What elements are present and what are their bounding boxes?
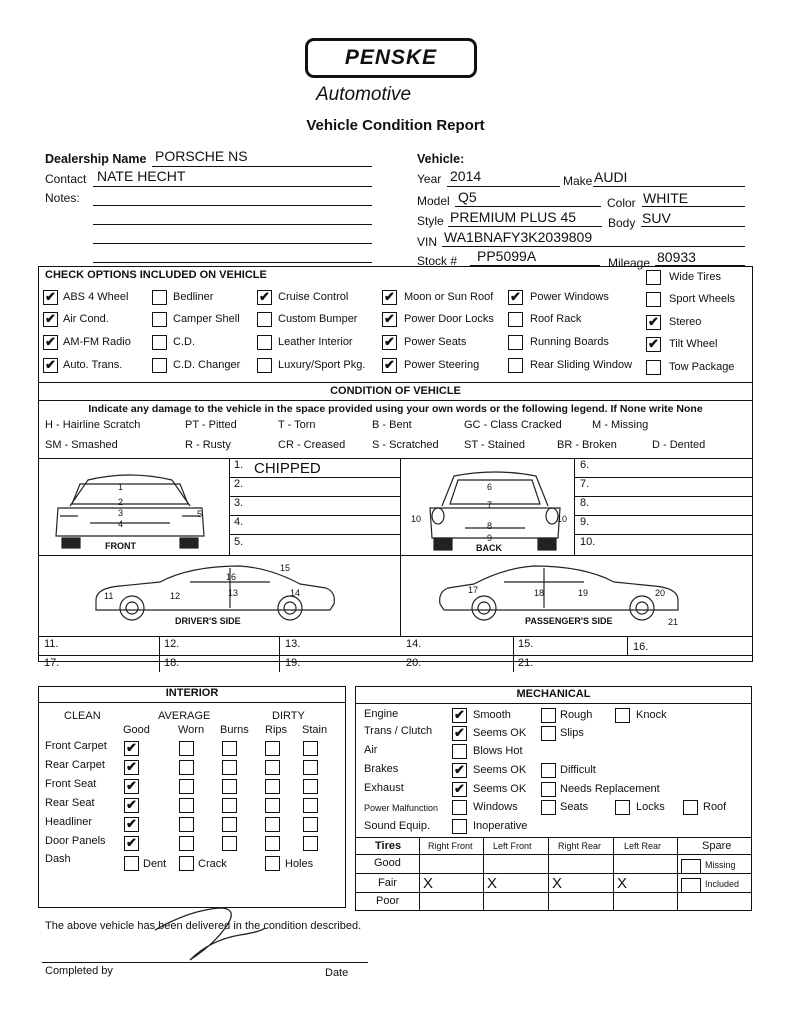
option-label: Bedliner <box>173 291 214 303</box>
sub-rips: Rips <box>265 724 288 736</box>
passenger-marker-18: 18 <box>534 588 545 598</box>
style-label: Style <box>417 214 444 228</box>
col-dirty: DIRTY <box>272 710 305 722</box>
option-label: Tilt Wheel <box>669 338 718 350</box>
damage-field-label-3: 3. <box>234 497 244 509</box>
option-label: Rear Sliding Window <box>530 359 633 371</box>
option-checkbox-stereo[interactable]: ✔ <box>646 315 661 330</box>
dash-holes-checkbox[interactable] <box>265 856 280 871</box>
power-windows-checkbox[interactable] <box>452 800 467 815</box>
option-checkbox-cruise-control[interactable]: ✔ <box>257 290 272 305</box>
trans-label: Trans / Clutch <box>364 725 433 737</box>
option-checkbox-roof-rack[interactable] <box>508 312 523 327</box>
damage-field-label-6: 6. <box>580 459 590 471</box>
damage-field-label-15: 15. <box>518 638 534 650</box>
driver-marker-13: 13 <box>228 588 239 598</box>
model-label: Model <box>417 194 450 208</box>
legend-item: R - Rusty <box>185 439 231 451</box>
option-checkbox-c-d-changer[interactable] <box>152 358 167 373</box>
driver-marker-12: 12 <box>170 591 181 601</box>
options-heading: CHECK OPTIONS INCLUDED ON VEHICLE <box>45 269 267 281</box>
penske-logo <box>305 38 477 78</box>
interior-checkbox[interactable] <box>265 817 280 832</box>
dash-holes-label: Holes <box>285 858 314 870</box>
interior-checkbox[interactable] <box>222 760 237 775</box>
tire-fair-left-front[interactable]: X <box>487 875 498 892</box>
interior-checkbox[interactable]: ✔ <box>124 798 139 813</box>
back-label: BACK <box>476 543 502 553</box>
col-average: AVERAGE <box>158 710 211 722</box>
year-label: Year <box>417 172 442 186</box>
legend-item: H - Hairline Scratch <box>45 419 141 431</box>
driver-marker-14: 14 <box>290 588 301 598</box>
sub-worn: Worn <box>178 724 205 736</box>
interior-row-label: Rear Seat <box>45 797 95 809</box>
front-label: FRONT <box>105 541 136 551</box>
option-checkbox-power-door-locks[interactable]: ✔ <box>382 312 397 327</box>
back-marker-9: 9 <box>487 533 493 543</box>
option-checkbox-power-windows[interactable]: ✔ <box>508 290 523 305</box>
sound-equip-label: Sound Equip. <box>364 820 431 832</box>
damage-field-label-20: 20. <box>406 657 422 669</box>
power-windows-label: Windows <box>473 801 518 813</box>
mileage-label: Mileage <box>608 256 651 270</box>
condition-instruction: Indicate any damage to the vehicle in the space provided using your own words or the following legend. If None write None <box>88 403 703 415</box>
tire-fair-right-front[interactable]: X <box>423 875 434 892</box>
interior-checkbox[interactable] <box>222 817 237 832</box>
legend-item: D - Dented <box>652 439 706 451</box>
option-label: Sport Wheels <box>669 293 736 305</box>
dealership-name-value[interactable]: PORSCHE NS <box>155 148 248 164</box>
stock-value[interactable]: PP5099A <box>477 248 537 264</box>
option-checkbox-leather-interior[interactable] <box>257 335 272 350</box>
year-value[interactable]: 2014 <box>450 168 482 184</box>
vehicle-heading: Vehicle: <box>417 152 465 166</box>
color-label: Color <box>607 196 636 210</box>
completed-by-label: Completed by <box>45 965 113 977</box>
contact-label: Contact <box>45 172 87 186</box>
interior-checkbox[interactable]: ✔ <box>124 741 139 756</box>
option-label: Wide Tires <box>669 271 721 283</box>
brand-name: PENSKE <box>344 46 438 69</box>
option-checkbox-bedliner[interactable] <box>152 290 167 305</box>
make-label: Make <box>563 174 593 188</box>
option-checkbox-tow-package[interactable] <box>646 360 661 375</box>
air-blows-hot-checkbox[interactable] <box>452 744 467 759</box>
option-checkbox-custom-bumper[interactable] <box>257 312 272 327</box>
option-checkbox-power-steering[interactable]: ✔ <box>382 358 397 373</box>
damage-field-label-2: 2. <box>234 478 244 490</box>
option-label: Roof Rack <box>530 313 582 325</box>
drivers-side-label: DRIVER'S SIDE <box>175 616 241 626</box>
brakes-seems-ok-label: Seems OK <box>473 764 527 776</box>
option-label: Running Boards <box>530 336 609 348</box>
legend-item: BR - Broken <box>557 439 617 451</box>
interior-row-label: Front Seat <box>45 778 97 790</box>
interior-checkbox[interactable] <box>303 760 318 775</box>
color-value[interactable]: WHITE <box>643 190 689 206</box>
spare-missing-checkbox[interactable] <box>681 859 701 874</box>
power-roof-checkbox[interactable] <box>683 800 698 815</box>
interior-row-label: Front Carpet <box>45 740 107 752</box>
front-marker-2: 2 <box>118 497 124 507</box>
legend-item: SM - Smashed <box>45 439 118 451</box>
delivery-statement: The above vehicle has been delivered in the condition described. <box>45 920 362 932</box>
front-car-diagram <box>50 468 220 552</box>
option-label: C.D. Changer <box>173 359 241 371</box>
option-label: Stereo <box>669 316 702 328</box>
sub-burns: Burns <box>220 724 249 736</box>
interior-checkbox[interactable] <box>179 741 194 756</box>
option-checkbox-tilt-wheel[interactable]: ✔ <box>646 337 661 352</box>
engine-label: Engine <box>364 708 399 720</box>
air-label: Air <box>364 744 378 756</box>
interior-checkbox[interactable] <box>303 779 318 794</box>
interior-checkbox[interactable]: ✔ <box>124 779 139 794</box>
damage-field-label-21: 21. <box>518 657 534 669</box>
interior-checkbox[interactable] <box>222 741 237 756</box>
damage-field-label-1: 1. <box>234 459 244 471</box>
option-label: Tow Package <box>669 361 735 373</box>
passenger-marker-17: 17 <box>468 585 479 595</box>
brakes-label: Brakes <box>364 763 399 775</box>
driver-marker-15: 15 <box>280 563 291 573</box>
notes-line[interactable] <box>93 205 372 206</box>
option-label: Cruise Control <box>278 291 349 303</box>
back-marker-10-left: 10 <box>411 514 422 524</box>
damage-field-label-7: 7. <box>580 478 590 490</box>
option-label: C.D. <box>173 336 195 348</box>
tire-fair-right-rear[interactable]: X <box>552 875 563 892</box>
option-label: Custom Bumper <box>278 313 358 325</box>
interior-checkbox[interactable]: ✔ <box>124 836 139 851</box>
damage-field-label-18: 18. <box>164 657 180 669</box>
date-label: Date <box>325 967 349 979</box>
exhaust-seems-ok-checkbox[interactable]: ✔ <box>452 782 467 797</box>
option-label: Power Steering <box>404 359 480 371</box>
damage-field-label-14: 14. <box>406 638 422 650</box>
make-value[interactable]: AUDI <box>594 169 628 185</box>
interior-checkbox[interactable] <box>179 798 194 813</box>
brand-subtitle: Automotive <box>316 84 412 105</box>
exhaust-label: Exhaust <box>364 782 404 794</box>
option-label: Camper Shell <box>173 313 240 325</box>
back-marker-8: 8 <box>487 521 493 531</box>
interior-checkbox[interactable] <box>179 817 194 832</box>
air-blows-hot-label: Blows Hot <box>473 745 523 757</box>
legend-item: PT - Pitted <box>185 419 237 431</box>
legend-item: M - Missing <box>592 419 649 431</box>
legend-item: S - Scratched <box>372 439 439 451</box>
option-label: Power Door Locks <box>404 313 494 325</box>
passenger-marker-19: 19 <box>578 588 589 598</box>
interior-checkbox[interactable] <box>265 798 280 813</box>
interior-checkbox[interactable] <box>222 836 237 851</box>
option-label: Power Windows <box>530 291 609 303</box>
brakes-seems-ok-checkbox[interactable]: ✔ <box>452 763 467 778</box>
damage-field-label-13: 13. <box>285 638 301 650</box>
interior-checkbox[interactable] <box>303 798 318 813</box>
exhaust-needs-replacement-label: Needs Replacement <box>560 783 660 795</box>
option-label: Moon or Sun Roof <box>404 291 494 303</box>
damage-field-label-10: 10. <box>580 536 596 548</box>
damage-field-label-19: 19. <box>285 657 301 669</box>
sub-stain: Stain <box>302 724 328 736</box>
tires-col-right-front: Right Front <box>428 841 473 851</box>
option-checkbox-abs-4-wheel[interactable]: ✔ <box>43 290 58 305</box>
interior-checkbox[interactable] <box>179 836 194 851</box>
passenger-marker-21: 21 <box>668 617 679 627</box>
interior-checkbox[interactable] <box>303 836 318 851</box>
option-checkbox-sport-wheels[interactable] <box>646 292 661 307</box>
sound-inoperative-checkbox[interactable] <box>452 819 467 834</box>
option-checkbox-rear-sliding-window[interactable] <box>508 358 523 373</box>
engine-knock-checkbox[interactable] <box>615 708 630 723</box>
damage-field-label-12: 12. <box>164 638 180 650</box>
option-checkbox-wide-tires[interactable] <box>646 270 661 285</box>
spare-included-label: Included <box>705 879 740 889</box>
condition-heading: CONDITION OF VEHICLE <box>330 385 461 397</box>
interior-checkbox[interactable] <box>222 798 237 813</box>
engine-rough-checkbox[interactable] <box>541 708 556 723</box>
interior-checkbox[interactable]: ✔ <box>124 760 139 775</box>
damage-field-label-9: 9. <box>580 516 590 528</box>
interior-checkbox[interactable] <box>265 741 280 756</box>
trans-slips-label: Slips <box>560 727 584 739</box>
dash-dent-checkbox[interactable] <box>124 856 139 871</box>
driver-marker-16: 16 <box>226 572 237 582</box>
power-roof-label: Roof <box>703 801 727 813</box>
interior-checkbox[interactable] <box>303 741 318 756</box>
damage-field-label-4: 4. <box>234 516 244 528</box>
engine-smooth-label: Smooth <box>473 709 511 721</box>
back-marker-6: 6 <box>487 482 493 492</box>
interior-checkbox[interactable] <box>265 779 280 794</box>
dealership-name-label: Dealership Name <box>45 152 147 166</box>
damage-field-1-value[interactable]: CHIPPED <box>254 460 321 477</box>
dash-label: Dash <box>45 853 71 865</box>
option-checkbox-camper-shell[interactable] <box>152 312 167 327</box>
tire-fair-left-rear[interactable]: X <box>617 875 628 892</box>
option-checkbox-running-boards[interactable] <box>508 335 523 350</box>
sound-inoperative-label: Inoperative <box>473 820 528 832</box>
passengers-side-label: PASSENGER'S SIDE <box>525 616 613 626</box>
interior-row-label: Headliner <box>45 816 93 828</box>
brakes-difficult-checkbox[interactable] <box>541 763 556 778</box>
damage-field-label-8: 8. <box>580 497 590 509</box>
tires-header: Tires <box>375 840 402 852</box>
model-value[interactable]: Q5 <box>458 189 477 205</box>
tires-row-poor: Poor <box>376 895 400 907</box>
interior-checkbox[interactable] <box>179 779 194 794</box>
legend-item: B - Bent <box>372 419 412 431</box>
engine-knock-label: Knock <box>636 709 667 721</box>
front-marker-4: 4 <box>118 519 124 529</box>
vin-label: VIN <box>417 235 438 249</box>
interior-checkbox[interactable] <box>265 836 280 851</box>
dash-crack-label: Crack <box>198 858 227 870</box>
stock-label: Stock # <box>417 254 458 268</box>
power-seats-checkbox[interactable] <box>541 800 556 815</box>
interior-checkbox[interactable] <box>303 817 318 832</box>
trans-seems-ok-checkbox[interactable]: ✔ <box>452 726 467 741</box>
brakes-difficult-label: Difficult <box>560 764 596 776</box>
trans-seems-ok-label: Seems OK <box>473 727 527 739</box>
back-marker-10-right: 10 <box>557 514 568 524</box>
page-title: Vehicle Condition Report <box>306 117 485 134</box>
interior-checkbox[interactable]: ✔ <box>124 817 139 832</box>
mechanical-heading: MECHANICAL <box>516 688 591 700</box>
spare-missing-label: Missing <box>705 860 736 870</box>
legend-item: GC - Class Cracked <box>464 419 562 431</box>
option-checkbox-luxury-sport-pkg-[interactable] <box>257 358 272 373</box>
engine-rough-label: Rough <box>560 709 593 721</box>
sub-good: Good <box>123 724 150 736</box>
interior-checkbox[interactable] <box>179 760 194 775</box>
option-label: Luxury/Sport Pkg. <box>278 359 366 371</box>
front-marker-3: 3 <box>118 508 124 518</box>
interior-checkbox[interactable] <box>222 779 237 794</box>
tires-row-fair: Fair <box>378 877 397 889</box>
option-label: Air Cond. <box>63 313 109 325</box>
exhaust-needs-replacement-checkbox[interactable] <box>541 782 556 797</box>
tires-col-left-rear: Left Rear <box>624 841 662 851</box>
notes-label: Notes: <box>45 191 80 205</box>
front-marker-5: 5 <box>197 509 203 519</box>
option-checkbox-auto-trans-[interactable]: ✔ <box>43 358 58 373</box>
signature-line[interactable] <box>42 962 368 963</box>
back-marker-7: 7 <box>487 500 493 510</box>
power-locks-checkbox[interactable] <box>615 800 630 815</box>
interior-heading: INTERIOR <box>165 687 219 699</box>
damage-field-label-11: 11. <box>44 638 59 650</box>
trans-slips-checkbox[interactable] <box>541 726 556 741</box>
vin-value[interactable]: WA1BNAFY3K2039809 <box>444 229 593 245</box>
exhaust-seems-ok-label: Seems OK <box>473 783 527 795</box>
option-checkbox-moon-or-sun-roof[interactable]: ✔ <box>382 290 397 305</box>
tires-row-good: Good <box>374 857 401 869</box>
option-label: Power Seats <box>404 336 467 348</box>
tires-col-right-rear: Right Rear <box>558 841 602 851</box>
interior-row-label: Door Panels <box>45 835 106 847</box>
option-label: Auto. Trans. <box>63 359 123 371</box>
contact-value[interactable]: NATE HECHT <box>97 168 186 184</box>
engine-smooth-checkbox[interactable]: ✔ <box>452 708 467 723</box>
power-locks-label: Locks <box>636 801 665 813</box>
damage-field-label-16: 16. <box>633 641 649 653</box>
tires-col-spare: Spare <box>702 840 732 852</box>
damage-field-label-17: 17. <box>44 657 60 669</box>
legend-item: CR - Creased <box>278 439 346 451</box>
passenger-marker-20: 20 <box>655 588 666 598</box>
option-label: Leather Interior <box>278 336 353 348</box>
option-label: AM-FM Radio <box>63 336 131 348</box>
option-checkbox-air-cond-[interactable]: ✔ <box>43 312 58 327</box>
option-label: ABS 4 Wheel <box>63 291 129 303</box>
spare-included-checkbox[interactable] <box>681 878 701 893</box>
option-checkbox-power-seats[interactable]: ✔ <box>382 335 397 350</box>
interior-row-label: Rear Carpet <box>45 759 105 771</box>
dash-crack-checkbox[interactable] <box>179 856 194 871</box>
col-clean: CLEAN <box>64 710 101 722</box>
option-checkbox-c-d-[interactable] <box>152 335 167 350</box>
interior-checkbox[interactable] <box>265 760 280 775</box>
mileage-value[interactable]: 80933 <box>657 249 696 265</box>
body-label: Body <box>608 216 636 230</box>
driver-marker-11: 11 <box>104 591 114 601</box>
legend-item: ST - Stained <box>464 439 525 451</box>
legend-item: T - Torn <box>278 419 316 431</box>
front-marker-1: 1 <box>118 482 124 492</box>
power-malfunction-label: Power Malfunction <box>364 803 439 813</box>
damage-field-label-5: 5. <box>234 536 244 548</box>
tires-col-left-front: Left Front <box>493 841 532 851</box>
body-value[interactable]: SUV <box>642 210 671 226</box>
dash-dent-label: Dent <box>143 858 167 870</box>
style-value[interactable]: PREMIUM PLUS 45 <box>450 209 577 225</box>
power-seats-label: Seats <box>560 801 589 813</box>
option-checkbox-am-fm-radio[interactable]: ✔ <box>43 335 58 350</box>
signature-scribble <box>150 900 270 970</box>
back-car-diagram <box>420 466 570 554</box>
